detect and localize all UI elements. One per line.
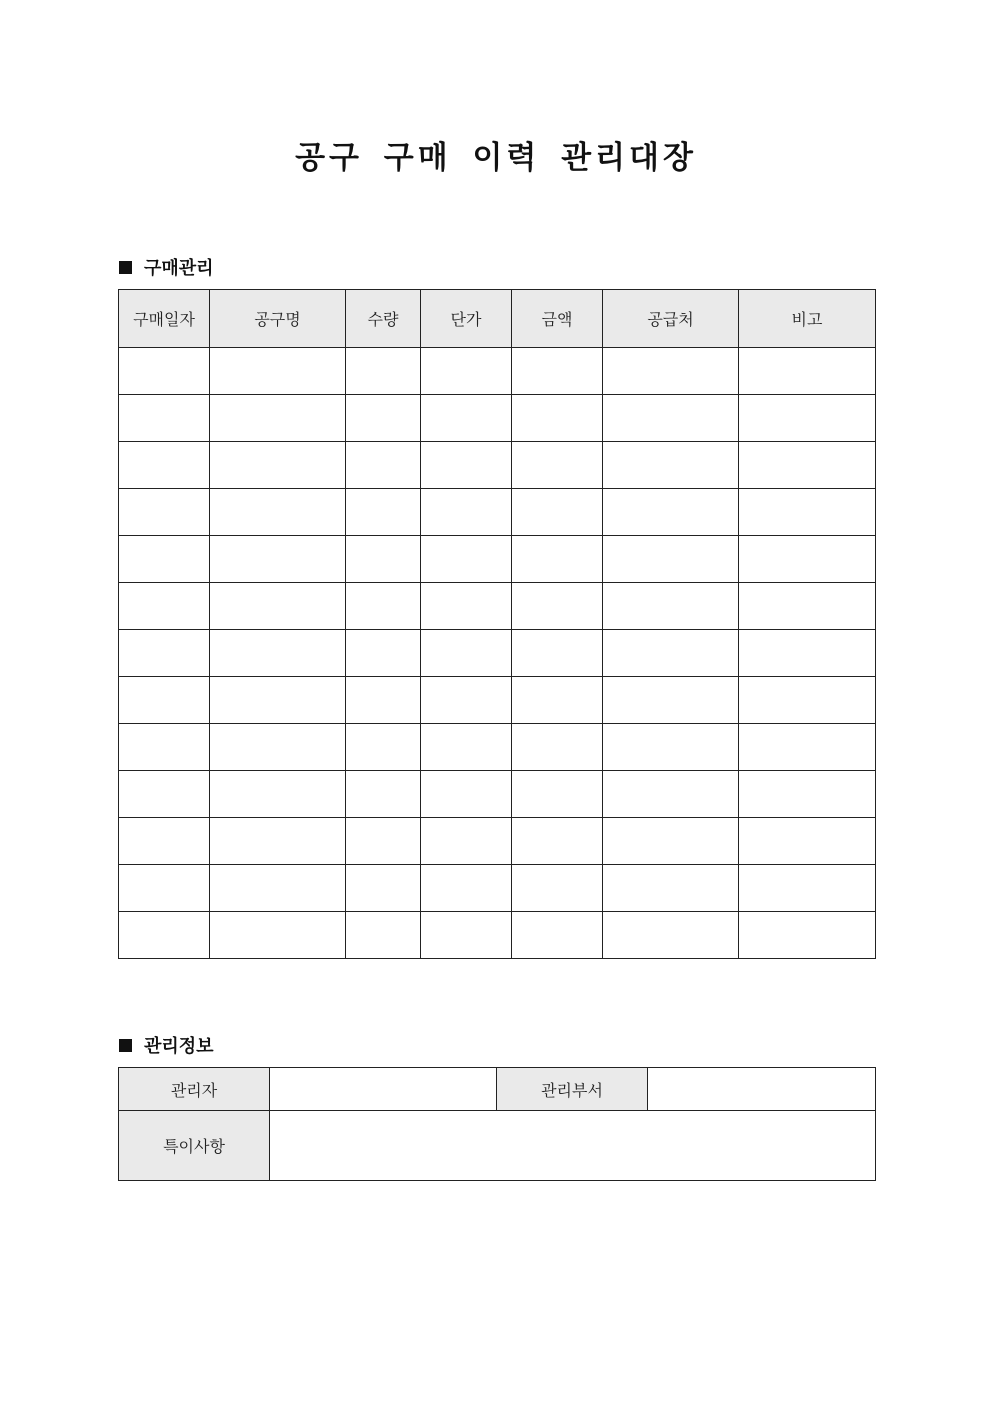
purchase-date-cell[interactable]	[119, 724, 210, 771]
supplier-cell[interactable]	[603, 489, 739, 536]
supplier-cell[interactable]	[603, 442, 739, 489]
department-field[interactable]	[648, 1068, 876, 1111]
remarks-cell[interactable]	[739, 348, 876, 395]
quantity-cell[interactable]	[346, 395, 421, 442]
supplier-cell[interactable]	[603, 912, 739, 959]
remarks-cell[interactable]	[739, 771, 876, 818]
column-header-remarks: 비고	[739, 290, 876, 348]
page-title: 공구 구매 이력 관리대장	[295, 140, 697, 176]
tool-name-cell[interactable]	[210, 348, 346, 395]
amount-cell[interactable]	[512, 536, 603, 583]
remarks-cell[interactable]	[739, 677, 876, 724]
tool-name-cell[interactable]	[210, 442, 346, 489]
department-label: 관리부서	[497, 1068, 648, 1111]
unit-price-cell[interactable]	[421, 677, 512, 724]
quantity-cell[interactable]	[346, 677, 421, 724]
unit-price-cell[interactable]	[421, 536, 512, 583]
table-row	[119, 536, 876, 583]
table-row	[119, 489, 876, 536]
purchase-date-cell[interactable]	[119, 818, 210, 865]
purchase-date-cell[interactable]	[119, 536, 210, 583]
supplier-cell[interactable]	[603, 771, 739, 818]
purchase-section-title: 구매관리	[144, 258, 214, 279]
supplier-cell[interactable]	[603, 724, 739, 771]
supplier-cell[interactable]	[603, 818, 739, 865]
supplier-cell[interactable]	[603, 348, 739, 395]
supplier-cell[interactable]	[603, 630, 739, 677]
purchase-date-cell[interactable]	[119, 489, 210, 536]
tool-name-cell[interactable]	[210, 912, 346, 959]
amount-cell[interactable]	[512, 818, 603, 865]
purchase-date-cell[interactable]	[119, 348, 210, 395]
tool-name-cell[interactable]	[210, 395, 346, 442]
notes-field[interactable]	[270, 1111, 876, 1181]
info-section-heading	[119, 1032, 214, 1058]
remarks-cell[interactable]	[739, 442, 876, 489]
column-header-unit-price: 단가	[421, 290, 512, 348]
remarks-cell[interactable]	[739, 865, 876, 912]
table-row	[119, 865, 876, 912]
table-row	[119, 1068, 876, 1111]
info-table	[118, 1067, 876, 1181]
amount-cell[interactable]	[512, 677, 603, 724]
quantity-cell[interactable]	[346, 536, 421, 583]
purchase-date-cell[interactable]	[119, 395, 210, 442]
remarks-cell[interactable]	[739, 724, 876, 771]
quantity-cell[interactable]	[346, 348, 421, 395]
quantity-cell[interactable]	[346, 630, 421, 677]
remarks-cell[interactable]	[739, 489, 876, 536]
square-bullet-icon	[119, 261, 132, 274]
table-row	[119, 630, 876, 677]
unit-price-cell[interactable]	[421, 865, 512, 912]
unit-price-cell[interactable]	[421, 771, 512, 818]
manager-label: 관리자	[119, 1068, 270, 1111]
table-row	[119, 442, 876, 489]
remarks-cell[interactable]	[739, 912, 876, 959]
quantity-cell[interactable]	[346, 818, 421, 865]
tool-name-cell[interactable]	[210, 489, 346, 536]
purchase-date-cell[interactable]	[119, 442, 210, 489]
table-row	[119, 395, 876, 442]
tool-name-cell[interactable]	[210, 865, 346, 912]
notes-label: 특이사항	[119, 1111, 270, 1181]
unit-price-cell[interactable]	[421, 489, 512, 536]
unit-price-cell[interactable]	[421, 818, 512, 865]
unit-price-cell[interactable]	[421, 912, 512, 959]
column-header-purchase-date: 구매일자	[119, 290, 210, 348]
remarks-cell[interactable]	[739, 630, 876, 677]
amount-cell[interactable]	[512, 630, 603, 677]
purchase-date-cell[interactable]	[119, 630, 210, 677]
column-header-tool-name: 공구명	[210, 290, 346, 348]
tool-name-cell[interactable]	[210, 724, 346, 771]
unit-price-cell[interactable]	[421, 630, 512, 677]
table-row	[119, 724, 876, 771]
remarks-cell[interactable]	[739, 536, 876, 583]
tool-name-cell[interactable]	[210, 677, 346, 724]
table-row	[119, 583, 876, 630]
column-header-amount: 금액	[512, 290, 603, 348]
tool-name-cell[interactable]	[210, 630, 346, 677]
amount-cell[interactable]	[512, 442, 603, 489]
unit-price-cell[interactable]	[421, 442, 512, 489]
unit-price-cell[interactable]	[421, 583, 512, 630]
remarks-cell[interactable]	[739, 818, 876, 865]
unit-price-cell[interactable]	[421, 724, 512, 771]
table-row	[119, 912, 876, 959]
unit-price-cell[interactable]	[421, 395, 512, 442]
tool-name-cell[interactable]	[210, 583, 346, 630]
quantity-cell[interactable]	[346, 442, 421, 489]
table-header-row	[119, 290, 876, 348]
quantity-cell[interactable]	[346, 489, 421, 536]
manager-field[interactable]	[270, 1068, 497, 1111]
purchase-section-heading	[119, 254, 214, 280]
supplier-cell[interactable]	[603, 536, 739, 583]
remarks-cell[interactable]	[739, 583, 876, 630]
amount-cell[interactable]	[512, 771, 603, 818]
quantity-cell[interactable]	[346, 724, 421, 771]
amount-cell[interactable]	[512, 583, 603, 630]
amount-cell[interactable]	[512, 865, 603, 912]
table-row	[119, 771, 876, 818]
quantity-cell[interactable]	[346, 865, 421, 912]
amount-cell[interactable]	[512, 348, 603, 395]
supplier-cell[interactable]	[603, 583, 739, 630]
table-row	[119, 677, 876, 724]
purchase-date-cell[interactable]	[119, 865, 210, 912]
supplier-cell[interactable]	[603, 395, 739, 442]
table-row	[119, 1111, 876, 1181]
supplier-cell[interactable]	[603, 677, 739, 724]
purchase-date-cell[interactable]	[119, 771, 210, 818]
quantity-cell[interactable]	[346, 912, 421, 959]
table-row	[119, 818, 876, 865]
purchase-date-cell[interactable]	[119, 583, 210, 630]
tool-name-cell[interactable]	[210, 771, 346, 818]
tool-name-cell[interactable]	[210, 818, 346, 865]
amount-cell[interactable]	[512, 912, 603, 959]
table-row	[119, 348, 876, 395]
tool-name-cell[interactable]	[210, 536, 346, 583]
purchase-table	[118, 289, 876, 959]
column-header-supplier: 공급처	[603, 290, 739, 348]
purchase-date-cell[interactable]	[119, 912, 210, 959]
amount-cell[interactable]	[512, 724, 603, 771]
supplier-cell[interactable]	[603, 865, 739, 912]
info-section-title: 관리정보	[144, 1036, 214, 1057]
remarks-cell[interactable]	[739, 395, 876, 442]
unit-price-cell[interactable]	[421, 348, 512, 395]
column-header-quantity: 수량	[346, 290, 421, 348]
purchase-date-cell[interactable]	[119, 677, 210, 724]
quantity-cell[interactable]	[346, 583, 421, 630]
amount-cell[interactable]	[512, 395, 603, 442]
amount-cell[interactable]	[512, 489, 603, 536]
quantity-cell[interactable]	[346, 771, 421, 818]
square-bullet-icon	[119, 1039, 132, 1052]
